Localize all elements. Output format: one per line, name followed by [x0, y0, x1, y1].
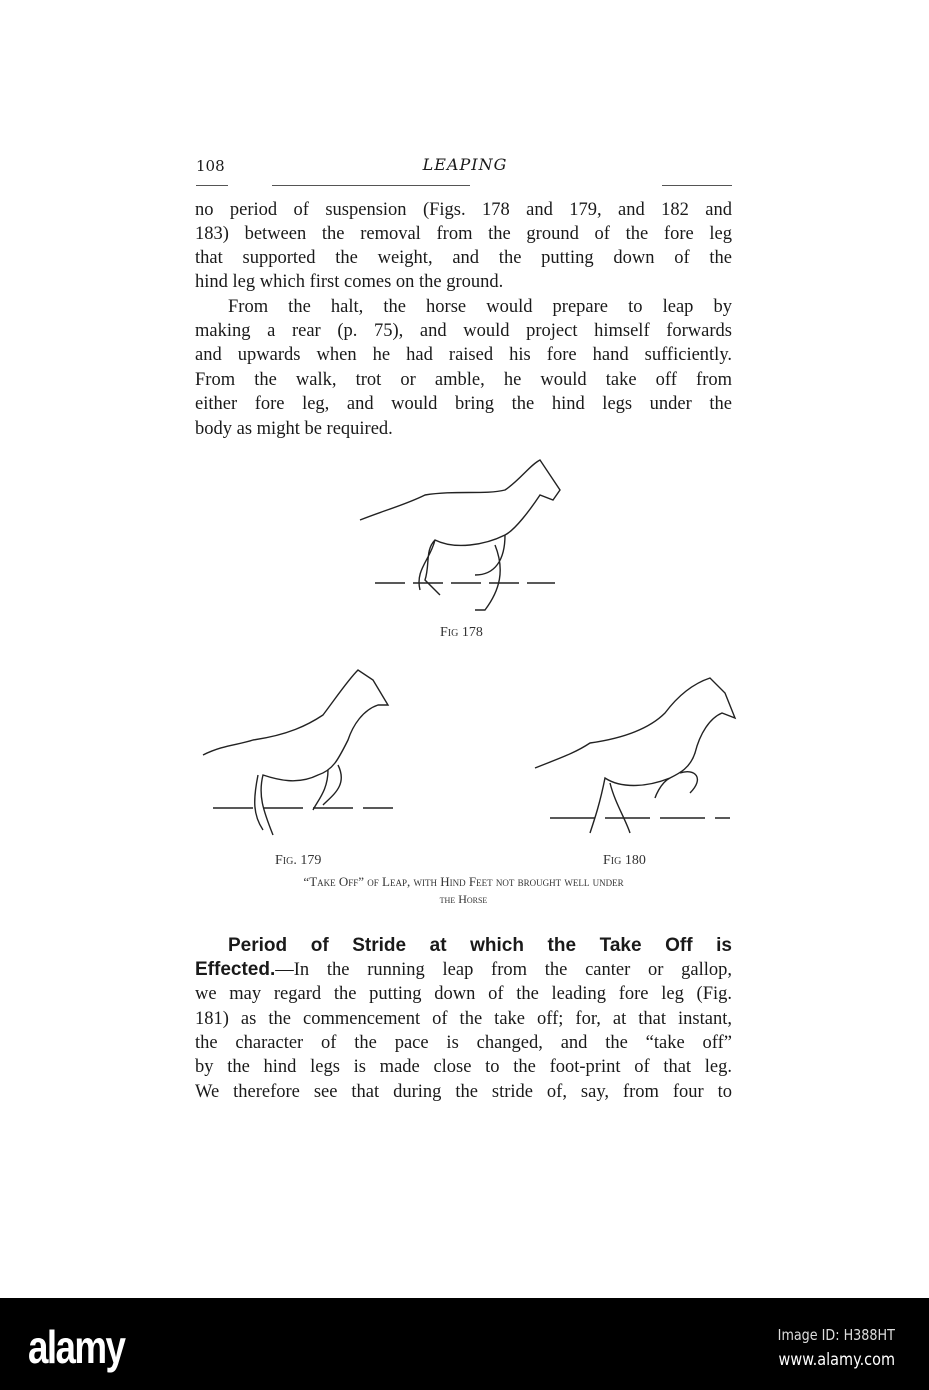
- alamy-logo: alamy: [28, 1321, 125, 1373]
- text-line: either fore leg, and would bring the hind legs under the: [195, 394, 732, 414]
- text-line: we may regard the putting down of the leading fore leg (Fig.: [195, 984, 732, 1004]
- text-line: From the halt, the horse would prepare to leap by: [228, 297, 732, 317]
- text-line: hind leg which first comes on the ground.: [195, 272, 504, 292]
- figure-label-178: Fig 178: [440, 625, 483, 640]
- horse-illustration-fig178: [355, 450, 565, 620]
- horse-illustration-fig180: [530, 668, 740, 843]
- figure-caption: “Take Off” of Leap, with Hind Feet not brought well under: [303, 874, 624, 889]
- text-line: no period of suspension (Figs. 178 and 179, and 182 and: [195, 200, 732, 220]
- text-line: body as might be required.: [195, 419, 393, 439]
- text-line: and upwards when he had raised his fore hand sufficiently.: [195, 345, 732, 365]
- section-heading: Period of Stride at which the Take Off is: [228, 935, 732, 956]
- figure-caption: the Horse: [439, 892, 488, 906]
- website-link: www.alamy.com: [778, 1350, 895, 1370]
- text-line: making a rear (p. 75), and would project himself forwards: [195, 321, 732, 341]
- horse-illustration-fig179: [198, 660, 398, 840]
- text-line: 181) as the commencement of the take off; for, at that instant,: [195, 1009, 732, 1029]
- text-line: 183) between the removal from the ground of the fore leg: [195, 224, 732, 244]
- text-line: From the walk, trot or amble, he would take off from: [195, 370, 732, 390]
- text-line: the character of the pace is changed, and the “take off”: [195, 1033, 732, 1053]
- header-rule: [662, 185, 732, 186]
- text-line: [195, 958, 732, 982]
- text-line: We therefore see that during the stride of, say, from four to: [195, 1082, 732, 1102]
- text-line: by the hind legs is made close to the foot-print of that leg.: [195, 1057, 732, 1077]
- section-heading-bold: Effected.: [195, 959, 276, 980]
- running-title: LEAPING: [422, 155, 508, 174]
- page-number: 108: [196, 157, 225, 175]
- header-rule: [196, 185, 228, 186]
- header-rule: [272, 185, 470, 186]
- figure-label-180: Fig 180: [603, 853, 646, 868]
- text-line: that supported the weight, and the putting down of the: [195, 248, 732, 268]
- text-line-rest: —In the running leap from the canter or gallop,: [275, 960, 732, 980]
- figure-label-179: Fig. 179: [275, 853, 322, 868]
- image-id: Image ID: H388HT: [777, 1326, 895, 1344]
- watermark-footer: [0, 1298, 929, 1390]
